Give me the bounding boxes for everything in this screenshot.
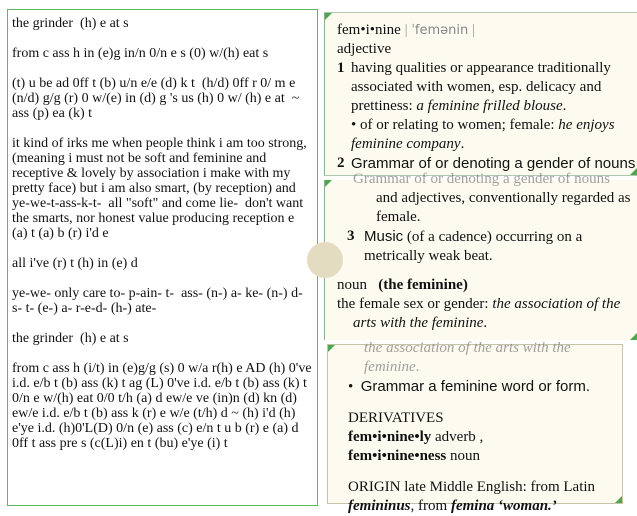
separator: |: [472, 22, 476, 38]
origin-gloss: ‘woman.’: [494, 498, 557, 514]
resize-corner-icon[interactable]: [325, 13, 332, 20]
dictionary-popup-derivatives[interactable]: the association of the arts with the feminine. • Grammar a feminine word or form. DERIVATIVES fem•i•nine•ly adverb , fem•i•nine•ness noun ORIGIN late Middle English: from Latin femininus, from femina ‘woman.’: [327, 344, 623, 504]
noun-label: noun: [337, 277, 367, 293]
origin-root-word: femina: [450, 498, 495, 514]
derivative-word: fem•i•nine•ly: [348, 429, 432, 445]
note-paragraph: (t) u be ad 0ff t (b) u/n e/e (d) k t (h/d) 0ff r 0/ m e (n/d) g/g (r) 0 w/(e) in (d) g 's us (h) 0 w/ (h) e at ~ ass (p) ea (k) t: [12, 76, 303, 121]
sense-text: Grammar of or denoting a gender of nouns: [351, 155, 636, 172]
sense-example: a feminine frilled blouse: [416, 98, 563, 114]
origin-latin-word: femininus: [348, 498, 411, 514]
note-paragraph: the grinder (h) e at s: [12, 16, 129, 31]
origin-label: ORIGIN: [348, 479, 401, 495]
note-paragraph: it kind of irks me when people think i am too strong, (meaning i must not be soft and feminine and receptive & lovely by association i make with my pretty face) but i am also smart, (by reception) and ye-we-t-ass-k-t- all "soft" and come lie- don't want the smarts, nor honest value producing reception e (a) t (a) b (r) i'd e: [12, 136, 311, 241]
resize-corner-icon[interactable]: [630, 333, 637, 340]
sense-1-sub: • of or relating to women; female: he enjoys feminine company.: [351, 117, 615, 152]
sense-text: (of a cadence) occurring on a metrically weak beat.: [364, 229, 583, 264]
resize-corner-icon[interactable]: [615, 496, 622, 503]
sense-3: [337, 227, 637, 266]
derivative-1: [348, 428, 622, 447]
noun-sense: the female sex or gender: the association of the arts with the feminine.: [337, 296, 621, 331]
dictionary-popup-definition[interactable]: [324, 12, 637, 176]
sense-2-continued: and adjectives, conventionally regarded as female.: [376, 190, 631, 225]
derivative-2: [348, 447, 622, 466]
subject-label: Music: [364, 228, 404, 245]
grammar-sense: • Grammar a feminine word or form.: [348, 378, 590, 395]
note-text-panel[interactable]: [7, 9, 318, 506]
entry-header: [337, 21, 637, 40]
sense-number: 1: [337, 60, 345, 76]
noun-form: (the feminine): [378, 277, 468, 293]
origin-text: late Middle English: from Latin: [400, 479, 596, 495]
overlapped-line: Grammar of or denoting a gender of nouns: [353, 171, 611, 187]
dictionary-popup-continued[interactable]: [324, 171, 637, 340]
note-paragraph: from c ass h (i/t) in (e)g/g (s) 0 w/a r(h) e AD (h) 0've i.d. e/b t (b) ass (k) t ag (L) 0've i.d. e/b t (b) ass (k) t 0/n e w/(h) eat 0/0 t/h (a) d ew/e ve (in)n (d) kn (d) ew/e i.d. e/b t (b) ass k (r) e w/e (t/h) d ~ (h) i'd (h) e'ye i.d. (h)0'L(D) 0/n (e) ass (c) e/n t u b (r) e (a) d 0ff t ass pre s (c(L)i) en t (bu) e'ye (i) t: [12, 361, 316, 451]
note-paragraph: ye-we- only care to- p-ain- t- ass- (n-) a- ke- (n-) d- s- t- (e-) a- r-e-d- (h-) ate-: [12, 286, 307, 316]
derivatives-label: DERIVATIVES: [348, 410, 444, 426]
overlapped-line: the association of the arts with the feminine: [364, 340, 571, 375]
sense-number: 3: [347, 228, 355, 244]
derivative-pos: adverb ,: [431, 429, 484, 445]
note-paragraph: from c ass h in (e)g in/n 0/n e s (0) w/(h) eat s: [12, 46, 269, 61]
note-paragraph: the grinder (h) e at s: [12, 331, 129, 346]
sense-number: 2: [337, 155, 345, 171]
origin: [348, 478, 622, 516]
derivative-word: fem•i•nine•ness: [348, 448, 447, 464]
grammar-text: Grammar a feminine word or form.: [360, 378, 590, 395]
noun-text: the female sex or gender:: [337, 296, 493, 312]
noun-example: the association of the arts with the feminine: [353, 296, 621, 331]
origin-mid: , from: [410, 498, 451, 514]
part-of-speech: adjective: [337, 41, 392, 57]
separator: |: [404, 22, 408, 38]
sub-sense-text: of or relating to women; female:: [360, 117, 559, 133]
derivative-pos: noun: [446, 448, 481, 464]
note-paragraph: all i've (r) t (h) in (e) d: [12, 256, 138, 271]
noun-header: [337, 276, 637, 295]
headword: fem•i•nine: [337, 22, 401, 38]
sub-sense-example: he enjoys feminine company: [351, 117, 615, 152]
sense-1: 1 having qualities or appearance traditionally associated with women, esp. delicacy and prettiness: a feminine frilled blouse.: [337, 60, 611, 114]
sense-text: having qualities or appearance traditionally associated with women, esp. delicacy and prettiness:: [351, 60, 611, 114]
pronunciation: ˈfemənin: [411, 23, 469, 38]
